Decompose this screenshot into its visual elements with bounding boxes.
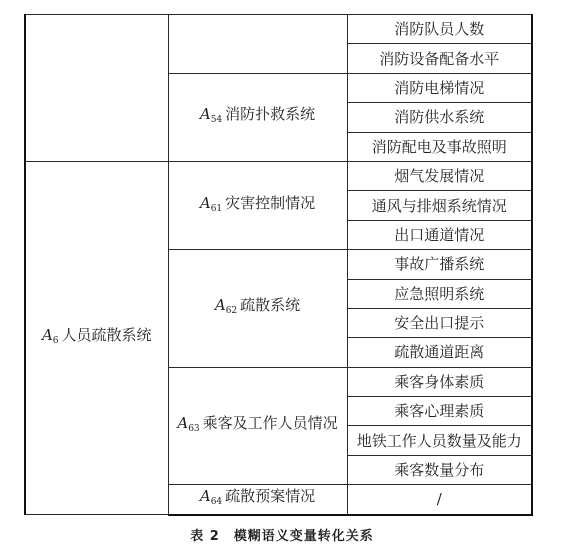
indicator-cell: 消防队员人数	[347, 15, 532, 44]
level2-name: 乘客及工作人员情况	[202, 413, 338, 432]
level2-cell	[168, 15, 347, 74]
indicator-cell: 乘客数量分布	[347, 455, 532, 484]
level2-code-subscript: 64	[210, 497, 223, 508]
level2-code: A	[177, 413, 189, 432]
indicator-cell: 消防配电及事故照明	[347, 132, 532, 161]
level2-cell	[168, 485, 347, 515]
level2-code: A	[199, 105, 211, 124]
level2-name: 消防扑救系统	[225, 105, 316, 124]
level2-code: A	[199, 487, 211, 506]
indicator-cell: 应急照明系统	[347, 279, 532, 308]
level2-code-subscript: 54	[210, 115, 223, 126]
level1-cell	[25, 15, 168, 162]
caption-label: 表 2	[190, 529, 220, 544]
level2-name: 疏散系统	[240, 296, 301, 315]
indicator-cell: 通风与排烟系统情况	[347, 191, 532, 220]
level2-code-subscript: 63	[188, 423, 200, 434]
caption-title: 模糊语义变量转化关系	[233, 529, 374, 544]
table-row	[25, 15, 532, 44]
level2-code-subscript: 62	[225, 306, 238, 317]
table-caption	[0, 525, 564, 544]
indicator-cell: 消防设备配备水平	[347, 44, 532, 73]
level2-cell	[168, 161, 347, 249]
table-row	[25, 161, 532, 190]
conversion-table	[24, 14, 533, 516]
indicator-cell: 地铁工作人员数量及能力	[347, 426, 532, 455]
level2-name: 疏散预案情况	[225, 487, 316, 506]
indicator-cell: 消防供水系统	[347, 103, 532, 132]
indicator-cell: 消防电梯情况	[347, 73, 532, 102]
level2-code: A	[199, 193, 211, 212]
level1-code-subscript: 6	[52, 336, 59, 347]
level2-name: 灾害控制情况	[225, 193, 316, 212]
indicator-cell: 烟气发展情况	[347, 161, 532, 190]
indicator-cell: 事故广播系统	[347, 250, 532, 279]
level2-code: A	[214, 296, 226, 315]
level1-name: 人员疏散系统	[61, 326, 152, 345]
level2-cell	[168, 367, 347, 485]
level1-code: A	[41, 326, 53, 345]
indicator-cell: /	[347, 485, 532, 515]
level2-cell	[168, 250, 347, 368]
level1-cell	[25, 161, 168, 514]
indicator-cell: 安全出口提示	[347, 308, 532, 337]
table-body	[25, 15, 532, 515]
indicator-cell: 疏散通道距离	[347, 338, 532, 367]
level2-code-subscript: 61	[210, 203, 223, 214]
indicator-cell: 乘客身体素质	[347, 367, 532, 396]
level2-cell	[168, 73, 347, 161]
indicator-cell: 出口通道情况	[347, 220, 532, 249]
indicator-cell: 乘客心理素质	[347, 397, 532, 426]
